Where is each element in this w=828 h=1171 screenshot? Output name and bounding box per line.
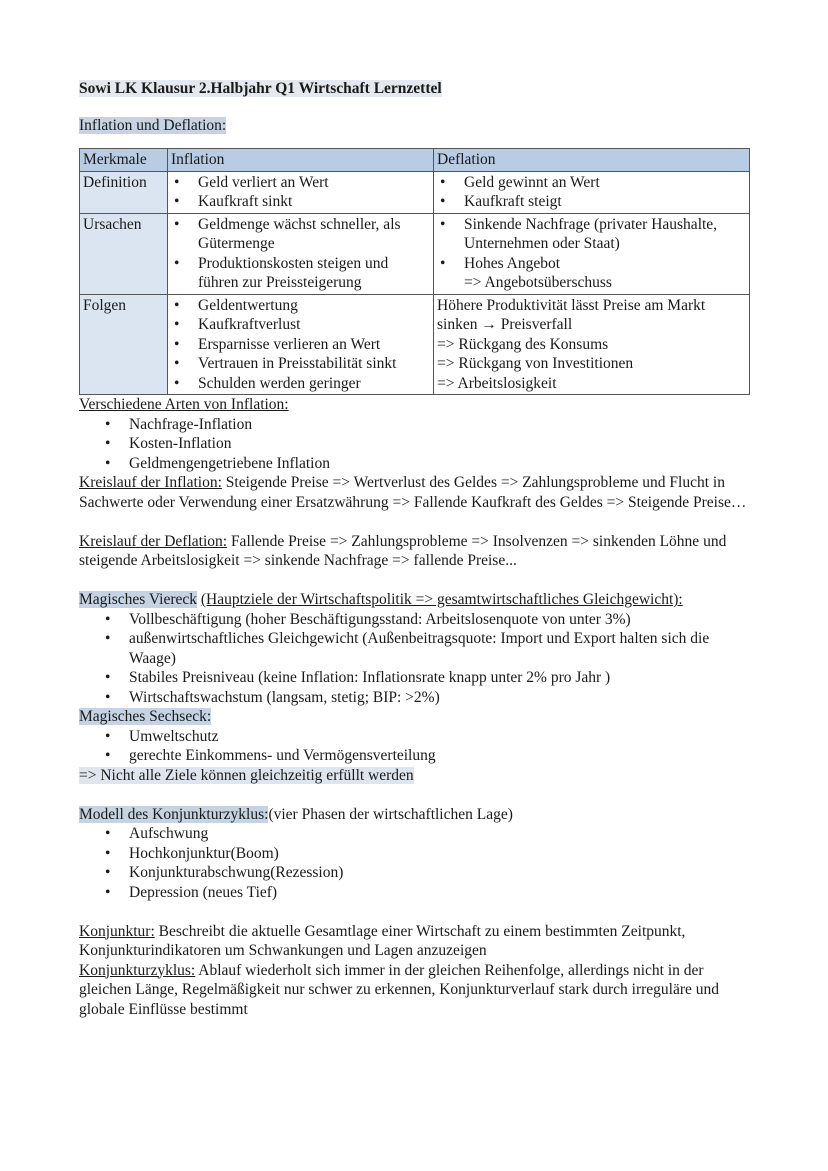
label: Konjunktur: xyxy=(79,922,155,940)
list-item: • Geldmengengetriebene Inflation xyxy=(129,454,754,474)
table-row xyxy=(80,294,750,395)
subheading: (vier Phasen der wirtschaftlichen Lage) xyxy=(268,805,513,823)
cell-inflation xyxy=(168,294,434,395)
list-item: • Ersparnisse verlieren an Wert xyxy=(198,335,430,355)
konjunktur-phasen-list xyxy=(79,824,754,902)
list-item: • Umweltschutz xyxy=(129,727,754,747)
konjunkturzyklus-modell-heading xyxy=(79,805,754,825)
kreislauf-inflation xyxy=(79,473,754,512)
list-item: • Hochkonjunktur(Boom) xyxy=(129,844,754,864)
kreislauf-deflation xyxy=(79,532,754,571)
table-row xyxy=(80,213,750,294)
conclusion-text: => Nicht alle Ziele können gleichzeitig erfüllt werden xyxy=(79,766,414,784)
row-key-folgen: Folgen xyxy=(80,294,168,395)
label: Modell des Konjunkturzyklus: xyxy=(79,805,269,823)
cell-deflation xyxy=(434,171,750,213)
text-line: => Rückgang von Investitionen xyxy=(437,355,634,372)
heading-text: Inflation und Deflation: xyxy=(79,117,227,134)
list-item: • Kosten-Inflation xyxy=(129,434,754,454)
list-item: • Geld gewinnt an Wert xyxy=(464,173,746,193)
paragraph-text: Beschreibt die aktuelle Gesamtlage einer Wirtschaft zu einem bestimmten Zeitpunkt, Konjunkturindikatoren um Schwankungen und Lagen anzuzeigen xyxy=(79,922,686,959)
arten-heading xyxy=(79,395,754,415)
magisches-viereck-heading xyxy=(79,590,754,610)
list-item: • Kaufkraft sinkt xyxy=(198,192,430,212)
text-line: => Arbeitslosigkeit xyxy=(437,374,557,392)
list-item: • Vollbeschäftigung (hoher Beschäftigungsstand: Arbeitslosenquote von unter 3%) xyxy=(129,610,754,630)
row-key-definition: Definition xyxy=(80,171,168,213)
list-item: • gerechte Einkommens- und Vermögensverteilung xyxy=(129,746,754,766)
list-item: • Aufschwung xyxy=(129,824,754,844)
table-row xyxy=(80,171,750,213)
list-item: • Kaufkraftverlust xyxy=(198,315,430,335)
list-item: • Konjunkturabschwung(Rezession) xyxy=(129,863,754,883)
paragraph-text: Fallende Preise => Zahlungsprobleme => Insolvenzen => sinkenden Löhne und steigende Arbeitslosigkeit => sinkende Nachfrage => fallende Preise... xyxy=(79,532,727,569)
label: Magisches Viereck xyxy=(79,591,198,608)
list-item: • Vertrauen in Preisstabilität sinkt xyxy=(198,354,430,374)
list-item: • Nachfrage-Inflation xyxy=(129,415,754,435)
list-item: • Geldentwertung xyxy=(198,296,430,316)
sechseck-list xyxy=(79,727,754,766)
cell-deflation xyxy=(434,213,750,294)
list-item: • Geldmenge wächst schneller, als Gütermenge xyxy=(198,215,430,254)
list-item: • Stabiles Preisniveau (keine Inflation: Inflationsrate knapp unter 2% pro Jahr ) xyxy=(129,668,754,688)
cell-deflation xyxy=(434,294,750,395)
label: Kreislauf der Inflation: xyxy=(79,474,222,491)
header-merkmale: Merkmale xyxy=(80,149,168,172)
label: Konjunkturzyklus: xyxy=(79,961,196,979)
section-heading-inflation-deflation xyxy=(79,116,754,136)
list-item xyxy=(464,254,746,293)
list-item: • Sinkende Nachfrage (privater Haushalte, Unternehmen oder Staat) xyxy=(464,215,746,254)
label: Magisches Sechseck: xyxy=(79,708,212,725)
text-line: Höhere Produktivität lässt Preise am Markt sinken → Preisverfall xyxy=(437,296,706,333)
item-text: Hohes Angebot xyxy=(464,254,561,272)
item-text: => Angebotsüberschuss xyxy=(464,274,612,291)
list-item: • Kaufkraft steigt xyxy=(464,192,746,212)
document-title xyxy=(79,78,754,100)
title-text: Sowi LK Klausur 2.Halbjahr Q1 Wirtschaft Lernzettel xyxy=(79,80,442,97)
list-item: • Wirtschaftswachstum (langsam, stetig; BIP: >2%) xyxy=(129,688,754,708)
konjunkturzyklus-definition xyxy=(79,961,754,1020)
konjunktur-definition xyxy=(79,922,754,961)
heading-text: Verschiedene Arten von Inflation: xyxy=(79,396,289,413)
list-item: • Depression (neues Tief) xyxy=(129,883,754,903)
row-key-ursachen: Ursachen xyxy=(80,213,168,294)
list-item: • Schulden werden geringer xyxy=(198,374,430,394)
cell-inflation xyxy=(168,213,434,294)
table-header-row xyxy=(80,149,750,172)
list-item: • außenwirtschaftliches Gleichgewicht (Außenbeitragsquote: Import und Export halten sich die Waage) xyxy=(129,629,754,668)
list-item: • Produktionskosten steigen und führen zur Preissteigerung xyxy=(198,254,430,293)
comparison-table xyxy=(79,148,750,395)
paragraph-text: Steigende Preise => Wertverlust des Geldes => Zahlungsprobleme und Flucht in Sachwerte oder Verwendung einer Ersatzwährung => Fallende Kaufkraft des Geldes => Steigende Preise… xyxy=(79,474,747,511)
header-inflation: Inflation xyxy=(168,149,434,172)
magisches-sechseck-heading xyxy=(79,707,754,727)
subheading: (Hauptziele der Wirtschaftspolitik => gesamtwirtschaftliches Gleichgewicht): xyxy=(200,591,683,608)
viereck-list xyxy=(79,610,754,708)
label: Kreislauf der Deflation: xyxy=(79,532,228,550)
list-item: • Geld verliert an Wert xyxy=(198,173,430,193)
text-line: => Rückgang des Konsums xyxy=(437,335,609,353)
paragraph-text: Ablauf wiederholt sich immer in der gleichen Reihenfolge, allerdings nicht in der gleichen Länge, Regelmäßigkeit nur schwer zu erkennen, Konjunkturverlauf stark durch irreguläre und globale Einflüsse bestimmt xyxy=(79,961,719,1018)
document-page xyxy=(79,78,754,1019)
cell-inflation xyxy=(168,171,434,213)
arten-list xyxy=(79,415,754,474)
sechseck-conclusion xyxy=(79,766,754,786)
header-deflation: Deflation xyxy=(434,149,750,172)
